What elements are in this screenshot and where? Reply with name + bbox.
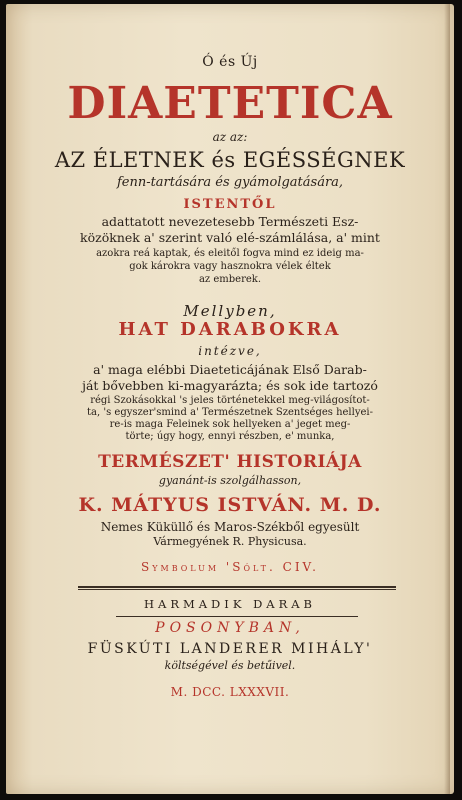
symbol-line: Symbolum 'Sólt. CIV. xyxy=(141,560,319,574)
az-az-line: az az: xyxy=(212,130,248,144)
termeszet-historiaja: TERMÉSZET' HISTORIÁJA xyxy=(98,452,362,472)
intro-line-1: adattatott nevezetesebb Természeti Esz- xyxy=(101,214,359,229)
main-title: DIAETETICA xyxy=(67,78,393,129)
double-rule-top xyxy=(78,586,396,588)
subtitle-continuation: fenn-tartására és gyámolgatására, xyxy=(116,175,344,190)
printer-line: FÜSKÚTI LANDERER MIHÁLY' xyxy=(87,641,373,657)
desc-line-1: a' maga elébbi Diaeteticájának Első Darab- xyxy=(93,362,367,377)
intro-small-line-3: az emberek. xyxy=(198,274,262,285)
short-rule xyxy=(116,616,358,617)
desc-small-line-3: re-is maga Feleinek sok hellyeken a' jeget meg- xyxy=(109,419,351,430)
intro-line-2: közöknek a' szerint való elé-számlálása, a' mint xyxy=(80,230,380,245)
publication-date: M. DCC. LXXXVII. xyxy=(170,685,290,699)
nemes-line-2: Vármegyének R. Physicusa. xyxy=(153,535,307,548)
intro-small-line-2: gok károkra vagy hasznokra vélek éltek xyxy=(129,261,331,272)
author-line: K. MÁTYUS ISTVÁN. M. D. xyxy=(78,494,382,516)
istentol-line: ISTENTŐL xyxy=(183,197,277,212)
intro-small-line-1: azokra reá kaptak, és eleitől fogva mind ez ideig ma- xyxy=(96,248,364,259)
gyanant-line: gyanánt-is szolgálhasson, xyxy=(158,474,302,487)
desc-small-line-4: törte; úgy hogy, ennyi részben, e' munka, xyxy=(125,431,335,442)
double-rule-bottom xyxy=(78,589,396,590)
nemes-line-1: Nemes Küküllő és Maros-Székből egyesült xyxy=(100,520,360,534)
desc-line-2: ját bővebben ki-magyarázta; és sok ide tartozó xyxy=(82,378,378,393)
title-page xyxy=(6,4,454,794)
intezve-line: intézve, xyxy=(198,344,262,358)
hat-darabokra: HAT DARABOKRA xyxy=(118,319,342,340)
harmadik-darab: HARMADIK DARAB xyxy=(143,597,317,611)
desc-small-line-2: ta, 's egyszer'smind a' Természetnek Szentséges hellyei- xyxy=(87,407,373,418)
posonyban: POSONYBAN, xyxy=(155,620,305,636)
title-prefix: Ó és Új xyxy=(202,54,258,70)
koltseg-line: költségével és betűivel. xyxy=(164,659,296,672)
mellyben-line: Mellyben, xyxy=(183,302,277,320)
subtitle: AZ ÉLETNEK és EGÉSSÉGNEK xyxy=(54,148,406,172)
desc-small-line-1: régi Szokásokkal 's jeles történetekkel meg-világosítot- xyxy=(90,395,370,406)
